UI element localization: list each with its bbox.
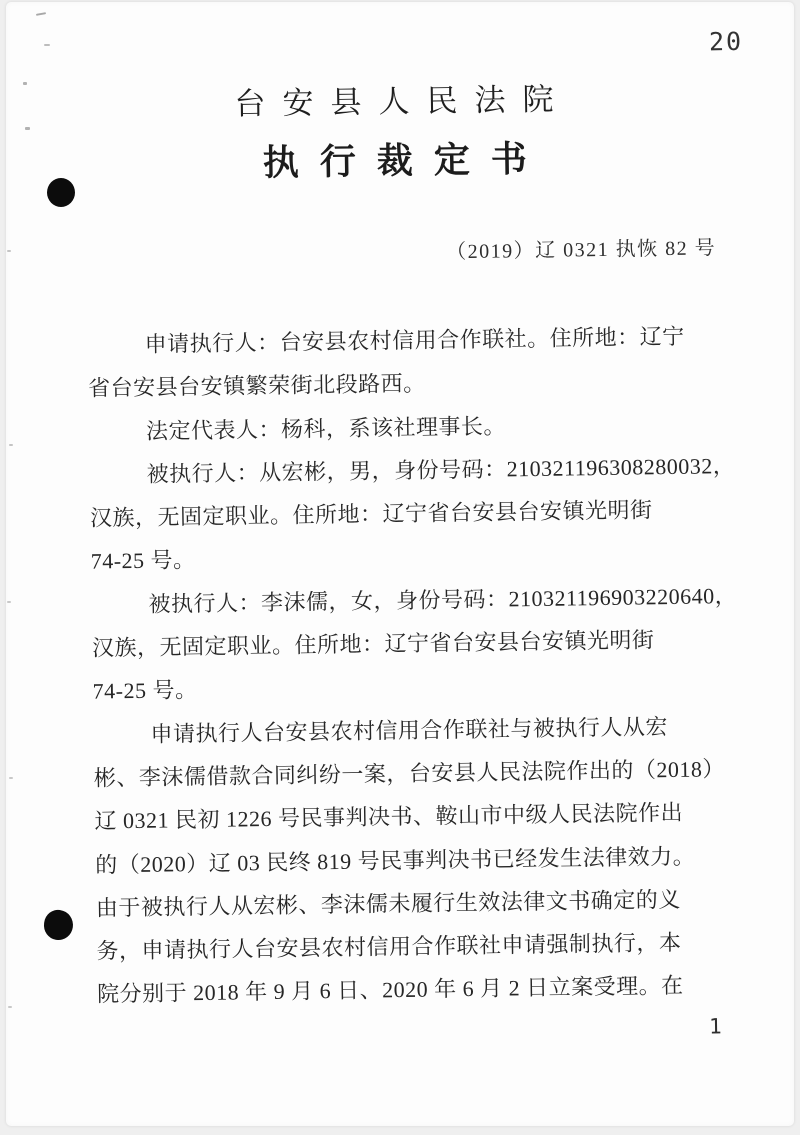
body-line: 辽 0321 民初 1226 号民事判决书、鞍山市中级人民法院作出 [94, 800, 684, 834]
document-title: 执行裁定书 [262, 138, 549, 183]
page-number: 1 [708, 1014, 722, 1039]
body-line: 彬、李沫儒借款合同纠纷一案，台安县人民法院作出的（2018） [93, 756, 726, 791]
body-line: 申请执行人：台安县农村信用合作联社。住所地：辽宁 [144, 323, 685, 357]
body-line: 被执行人：从宏彬，男，身份号码：210321196308280032， [146, 452, 736, 487]
body-line: 院分别于 2018 年 9 月 6 日、2020 年 6 月 2 日立案受理。在 [96, 973, 684, 1007]
body-line: 申请执行人台安县农村信用合作联社与被执行人从宏 [150, 713, 669, 747]
body-line: 的（2020）辽 03 民终 819 号民事判决书已经发生法律效力。 [95, 843, 696, 878]
body-line: 74-25 号。 [90, 547, 196, 575]
document-body [87, 314, 739, 1016]
body-line: 74-25 号。 [92, 677, 198, 704]
body-line: 被执行人：李沫儒，女，身份号码：210321196903220640， [148, 582, 738, 617]
body-line: 汉族，无固定职业。住所地：辽宁省台安县台安镇光明街 [91, 627, 655, 661]
body-line: 省台安县台安镇繁荣街北段路西。 [87, 370, 426, 401]
corner-page-stamp: 20 [708, 26, 744, 57]
body-line: 汉族，无固定职业。住所地：辽宁省台安县台安镇光明街 [89, 497, 653, 531]
body-line: 法定代表人：杨科，系该社理事长。 [145, 413, 507, 444]
body-line: 务，申请执行人台安县农村信用合作联社申请强制执行，本 [96, 930, 682, 964]
court-name-heading: 台安县人民法院 [234, 81, 571, 122]
case-number: （2019）辽 0321 执恢 82 号 [446, 237, 717, 264]
body-line: 由于被执行人从宏彬、李沫儒未履行生效法律文书确定的义 [95, 886, 681, 921]
